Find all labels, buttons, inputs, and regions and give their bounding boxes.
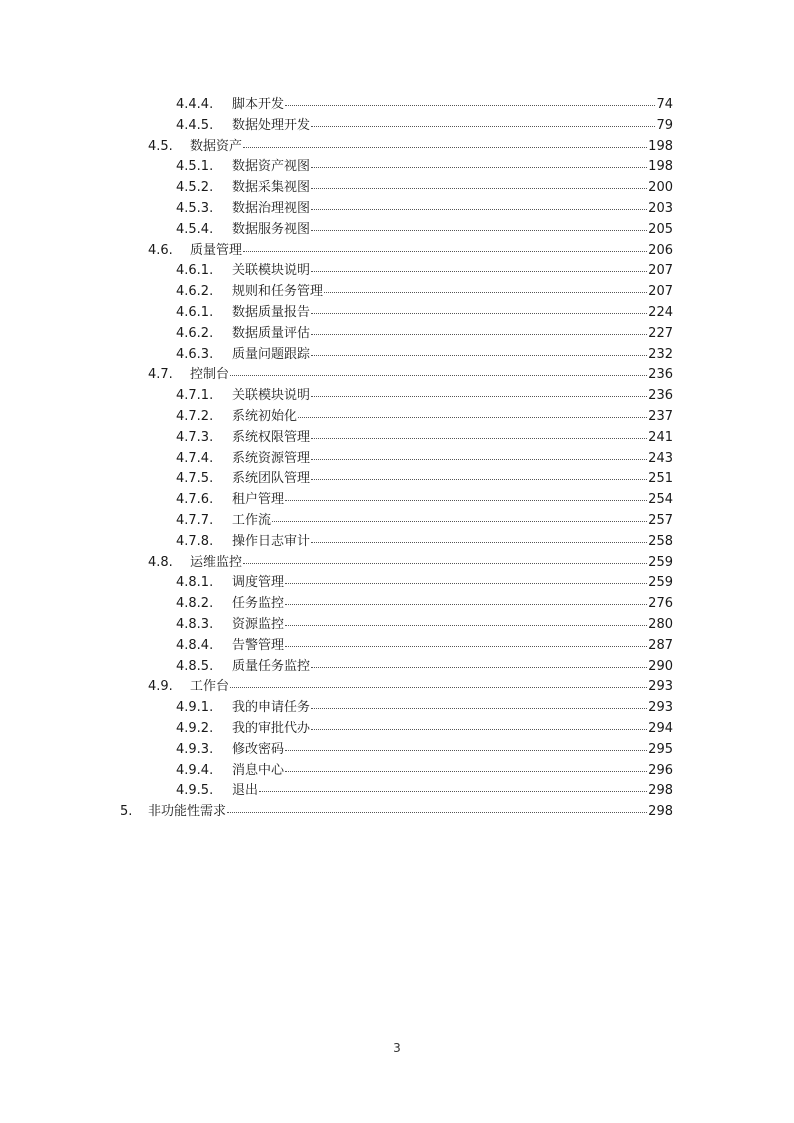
toc-entry-title[interactable]: 数据资产 [190,138,243,154]
toc-entry-title[interactable]: 我的申请任务 [232,700,311,716]
toc-entry-page: 241 [648,429,673,445]
dot-leader [230,687,647,688]
toc-entry[interactable] [0,636,794,657]
toc-entry-line [232,199,673,220]
dot-leader [259,791,647,792]
toc-entry-number: 4.8.4. [176,637,214,653]
toc-entry-title[interactable]: 数据服务视图 [232,221,311,237]
toc-entry-number: 4.7.5. [176,471,214,487]
toc-entry-title[interactable]: 工作台 [190,679,230,695]
toc-entry-line [190,553,673,574]
toc-entry[interactable] [0,157,794,178]
toc-entry-number: 4.7. [148,367,173,383]
toc-entry-line [232,490,673,511]
toc-entry-page: 259 [648,575,673,591]
toc-entry-line [232,657,673,678]
toc-entry-line [232,781,673,802]
toc-entry-title[interactable]: 数据质量评估 [232,325,311,341]
toc-entry-number: 4.7.4. [176,450,214,466]
dot-leader [311,167,647,168]
toc-entry[interactable] [0,553,794,574]
toc-entry-page: 294 [648,720,673,736]
toc-entry-page: 227 [648,325,673,341]
toc-entry-line [232,469,673,490]
toc-entry[interactable] [0,428,794,449]
toc-entry-page: 258 [648,533,673,549]
toc-entry-page: 293 [648,679,673,695]
toc-entry[interactable] [0,573,794,594]
dot-leader [324,292,647,293]
dot-leader [227,812,647,813]
toc-entry[interactable] [0,469,794,490]
toc-entry-number: 4.6.2. [176,284,214,300]
toc-entry-page: 290 [648,658,673,674]
toc-entry-title[interactable]: 退出 [232,783,259,799]
toc-entry-page: 280 [648,616,673,632]
toc-entry-title[interactable]: 数据治理视图 [232,200,311,216]
dot-leader [311,230,647,231]
toc-entry-number: 4.9.3. [176,741,214,757]
toc-entry-number: 4.4.4. [176,97,214,112]
toc-entry-title[interactable]: 质量管理 [190,242,243,258]
toc-entry-title[interactable]: 资源监控 [232,616,285,632]
toc-entry-number: 4.8.5. [176,658,214,674]
toc-entry[interactable] [0,199,794,220]
toc-entry-number: 4.6.1. [176,304,214,320]
toc-entry-title[interactable]: 系统初始化 [232,408,298,424]
toc-entry-line [232,95,673,116]
toc-entry-number: 4.6.2. [176,325,214,341]
toc-entry-line [232,178,673,199]
toc-entry-title[interactable]: 脚本开发 [232,97,285,112]
toc-entry-page: 236 [648,367,673,383]
toc-entry-page: 295 [648,741,673,757]
toc-entry[interactable] [0,698,794,719]
toc-entry-number: 4.8.3. [176,616,214,632]
toc-entry-title[interactable]: 告警管理 [232,637,285,653]
toc-entry[interactable] [0,303,794,324]
toc-entry-title[interactable]: 运维监控 [190,554,243,570]
toc-entry-number: 4.7.2. [176,408,214,424]
toc-entry[interactable] [0,137,794,158]
toc-entry-page: 232 [648,346,673,362]
toc-entry[interactable] [0,220,794,241]
toc-entry-line [232,761,673,782]
dot-leader [230,375,647,376]
toc-entry-title[interactable]: 非功能性需求 [148,804,227,820]
toc-entry-number: 4.5.3. [176,200,214,216]
toc-entry-line [232,324,673,345]
toc-entry[interactable] [0,95,794,116]
toc-entry[interactable] [0,719,794,740]
toc-entry-page: 198 [648,159,673,175]
toc-entry-title[interactable]: 调度管理 [232,575,285,591]
dot-leader [311,729,647,730]
dot-leader [285,583,647,584]
dot-leader [311,334,647,335]
toc-entry-line [232,594,673,615]
toc-entry-line [232,615,673,636]
toc-entry-page: 200 [648,180,673,196]
dot-leader [311,708,647,709]
dot-leader [243,251,647,252]
toc-entry-number: 4.9.2. [176,720,214,736]
toc-entry-line [232,428,673,449]
toc-entry-page: 79 [656,117,673,133]
toc-entry-title[interactable]: 关联模块说明 [232,388,311,404]
toc-entry-number: 4.6. [148,242,173,258]
toc-entry-number: 4.9.5. [176,783,214,799]
toc-entry-title[interactable]: 操作日志审计 [232,533,311,549]
toc-entry-page: 236 [648,388,673,404]
toc-entry-title[interactable]: 任务监控 [232,596,285,612]
toc-entry-number: 4.8.2. [176,596,214,612]
toc-entry-line [232,636,673,657]
toc-entry-title[interactable]: 数据采集视图 [232,180,311,196]
toc-entry[interactable] [0,116,794,137]
dot-leader [243,147,647,148]
toc-entry-page: 276 [648,596,673,612]
dot-leader [311,667,647,668]
toc-entry[interactable] [0,532,794,553]
toc-entry-page: 298 [648,783,673,799]
toc-entry[interactable] [0,365,794,386]
dot-leader [285,646,647,647]
toc-entry-line [232,282,673,303]
toc-entry-title[interactable]: 系统团队管理 [232,471,311,487]
toc-entry[interactable] [0,677,794,698]
toc-entry-title[interactable]: 控制台 [190,367,230,383]
toc-entry-page: 251 [648,471,673,487]
toc-entry-number: 4.4.5. [176,117,214,133]
toc-entry-page: 207 [648,284,673,300]
dot-leader [311,355,647,356]
toc-entry-title[interactable]: 修改密码 [232,741,285,757]
toc-entry[interactable] [0,178,794,199]
toc-entry-line [232,345,673,366]
toc-entry-page: 198 [648,138,673,154]
toc-entry-number: 4.5. [148,138,173,154]
toc-entry-page: 298 [648,804,673,820]
toc-entry[interactable] [0,802,794,823]
toc-entry-title[interactable]: 系统权限管理 [232,429,311,445]
toc-entry-line [232,116,673,137]
toc-entry-page: 224 [648,304,673,320]
dot-leader [311,438,647,439]
toc-entry[interactable] [0,386,794,407]
toc-entry-page: 254 [648,492,673,508]
toc-entry-page: 243 [648,450,673,466]
dot-leader [311,209,647,210]
toc-entry-number: 4.8. [148,554,173,570]
toc-entry-line [232,157,673,178]
toc-entry[interactable] [0,449,794,470]
toc-entry[interactable] [0,407,794,428]
dot-leader [285,500,647,501]
toc-entry-title[interactable]: 我的审批代办 [232,720,311,736]
toc-entry-line [190,365,673,386]
toc-entry-line [190,677,673,698]
toc-entry-number: 4.7.3. [176,429,214,445]
dot-leader [311,271,647,272]
toc-entry-line [232,407,673,428]
dot-leader [311,396,647,397]
toc-entry-number: 4.9. [148,679,173,695]
toc-entry[interactable] [0,657,794,678]
dot-leader [311,188,647,189]
toc-entry[interactable] [0,324,794,345]
toc-entry-number: 4.5.4. [176,221,214,237]
toc-entry-title[interactable]: 消息中心 [232,762,285,778]
toc-entry-number: 4.9.4. [176,762,214,778]
table-of-contents [0,95,794,823]
toc-entry-number: 4.5.1. [176,159,214,175]
toc-entry-line [148,802,673,823]
toc-entry-page: 259 [648,554,673,570]
dot-leader [311,542,647,543]
toc-entry-line [232,220,673,241]
toc-entry-title[interactable]: 关联模块说明 [232,263,311,279]
toc-entry-line [232,719,673,740]
toc-entry-title[interactable]: 数据资产视图 [232,159,311,175]
toc-entry-title[interactable]: 质量任务监控 [232,658,311,674]
toc-entry-page: 287 [648,637,673,653]
dot-leader [285,750,647,751]
toc-entry-page: 207 [648,263,673,279]
dot-leader [311,459,647,460]
toc-entry-page: 237 [648,408,673,424]
toc-entry-line [232,698,673,719]
toc-entry-line [232,303,673,324]
toc-entry-number: 4.8.1. [176,575,214,591]
toc-entry-number: 4.7.1. [176,388,214,404]
dot-leader [311,313,647,314]
toc-entry-line [232,511,673,532]
toc-entry-page: 296 [648,762,673,778]
toc-entry[interactable] [0,511,794,532]
toc-entry-title[interactable]: 系统资源管理 [232,450,311,466]
toc-entry-number: 4.6.3. [176,346,214,362]
toc-entry[interactable] [0,615,794,636]
toc-entry[interactable] [0,282,794,303]
page-number: 3 [393,1041,401,1055]
toc-entry[interactable] [0,761,794,782]
toc-entry-number: 4.5.2. [176,180,214,196]
toc-entry-number: 4.9.1. [176,700,214,716]
toc-entry-line [232,449,673,470]
dot-leader [243,563,647,564]
toc-entry-line [232,740,673,761]
dot-leader [298,417,647,418]
toc-entry-page: 206 [648,242,673,258]
dot-leader [311,126,655,127]
toc-entry-line [232,261,673,282]
toc-entry-title[interactable]: 工作流 [232,512,272,528]
toc-entry-number: 4.7.8. [176,533,214,549]
toc-entry-page: 74 [656,97,673,112]
toc-entry-number: 4.7.7. [176,512,214,528]
dot-leader [285,771,647,772]
toc-entry-title[interactable]: 数据质量报告 [232,304,311,320]
toc-entry-line [190,137,673,158]
toc-entry-title[interactable]: 规则和任务管理 [232,284,324,300]
toc-entry-number: 4.6.1. [176,263,214,279]
dot-leader [285,604,647,605]
dot-leader [311,479,647,480]
toc-entry-page: 203 [648,200,673,216]
toc-entry-line [190,241,673,262]
toc-entry[interactable] [0,490,794,511]
dot-leader [285,105,655,106]
toc-entry-number: 5. [120,804,133,820]
toc-entry[interactable] [0,241,794,262]
toc-entry-line [232,386,673,407]
toc-entry-title[interactable]: 数据处理开发 [232,117,311,133]
toc-entry[interactable] [0,740,794,761]
toc-entry[interactable] [0,781,794,802]
toc-entry-page: 205 [648,221,673,237]
toc-entry-line [232,532,673,553]
dot-leader [285,625,647,626]
dot-leader [272,521,647,522]
toc-entry-page: 257 [648,512,673,528]
toc-entry-number: 4.7.6. [176,492,214,508]
toc-entry-title[interactable]: 租户管理 [232,492,285,508]
toc-entry[interactable] [0,594,794,615]
toc-entry-line [232,573,673,594]
toc-entry[interactable] [0,345,794,366]
toc-entry-title[interactable]: 质量问题跟踪 [232,346,311,362]
toc-entry-page: 293 [648,700,673,716]
toc-entry[interactable] [0,261,794,282]
